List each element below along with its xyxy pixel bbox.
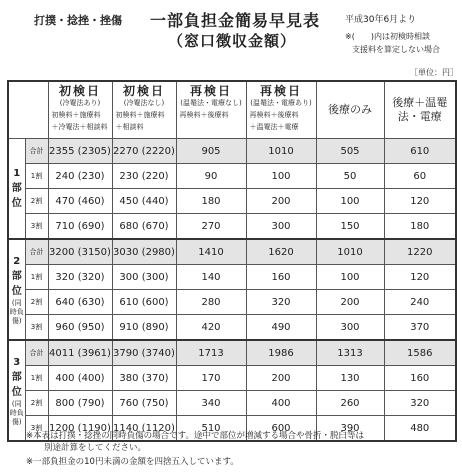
- row-label: 合計: [25, 340, 48, 366]
- fee-cell: 2355 (2305): [48, 139, 112, 164]
- page-title: 一部負担金簡易早見表: [150, 11, 321, 30]
- fee-cell: 710 (690): [48, 214, 112, 240]
- total-row: [8, 239, 456, 265]
- group-label-char: 3: [13, 356, 21, 368]
- row-label: 3割: [25, 315, 48, 341]
- fee-cell: 180: [176, 189, 246, 214]
- fee-cell: 280: [176, 290, 246, 315]
- fee-cell: 370: [384, 315, 456, 341]
- effective-date: 平成30年6月より: [345, 15, 417, 25]
- group-label: [8, 239, 25, 340]
- share-row: [8, 290, 456, 315]
- fee-cell: 300: [246, 214, 316, 240]
- col-header-aftercare-warm: 後療＋温罨法・電療: [384, 81, 456, 139]
- share-row: [8, 214, 456, 240]
- fee-cell: 490: [246, 315, 316, 341]
- group-label-note: (同時負傷): [9, 399, 24, 426]
- fee-cell: 2270 (2220): [112, 139, 176, 164]
- col-header-revisit-warm: 再検日 (温罨法・電療あり) 再検料＋後療料 ＋温罨法＋電療: [246, 81, 316, 139]
- fee-table: [7, 80, 457, 442]
- fee-cell: 160: [384, 366, 456, 391]
- group-label-char: 部: [11, 270, 22, 282]
- group-label-note: (同時負傷): [9, 298, 24, 325]
- fee-cell: 3790 (3740): [112, 340, 176, 366]
- unit-label: ［単位：円］: [410, 68, 458, 77]
- fee-cell: 1410: [176, 239, 246, 265]
- row-label: 3割: [25, 214, 48, 240]
- fee-cell: 240 (230): [48, 164, 112, 189]
- fee-cell: 800 (790): [48, 391, 112, 416]
- fee-cell: 3030 (2980): [112, 239, 176, 265]
- share-row: [8, 315, 456, 341]
- fee-cell: 100: [316, 189, 384, 214]
- category-label: 打撲・捻挫・挫傷: [34, 14, 122, 27]
- fee-cell: 260: [316, 391, 384, 416]
- fee-cell: 200: [246, 366, 316, 391]
- fee-cell: 100: [246, 164, 316, 189]
- page-subtitle: （窓口徴収金額）: [168, 32, 297, 50]
- fee-cell: 400: [246, 391, 316, 416]
- header-row: [8, 81, 456, 139]
- fee-cell: 680 (670): [112, 214, 176, 240]
- fee-cell: 120: [384, 189, 456, 214]
- row-label: 合計: [25, 139, 48, 164]
- fee-cell: 1200 (1190): [48, 416, 112, 442]
- fee-cell: 60: [384, 164, 456, 189]
- fee-cell: 400 (400): [48, 366, 112, 391]
- fee-cell: 1140 (1120): [112, 416, 176, 442]
- group-label: [8, 139, 25, 240]
- total-row: [8, 139, 456, 164]
- fee-cell: 1313: [316, 340, 384, 366]
- fee-cell: 380 (370): [112, 366, 176, 391]
- fee-cell: 480: [384, 416, 456, 442]
- fee-cell: 1713: [176, 340, 246, 366]
- group-label-char: 2: [13, 255, 21, 267]
- group-label-char: 1: [13, 168, 21, 179]
- fee-cell: 170: [176, 366, 246, 391]
- row-label: 合計: [25, 239, 48, 265]
- group-label-char: 部: [11, 183, 22, 194]
- col-header-revisit-nowarm: 再検日 (温罨法・電療なし) 再検料＋後療料: [176, 81, 246, 139]
- total-row: [8, 340, 456, 366]
- fee-cell: 505: [316, 139, 384, 164]
- fee-cell: 600: [246, 416, 316, 442]
- fee-cell: 320: [384, 391, 456, 416]
- row-label: 3割: [25, 416, 48, 442]
- fee-cell: 470 (460): [48, 189, 112, 214]
- row-label: 2割: [25, 391, 48, 416]
- fee-cell: 910 (890): [112, 315, 176, 341]
- fee-cell: 200: [246, 189, 316, 214]
- fee-cell: 1010: [316, 239, 384, 265]
- footnote-1: ※本表は打撲・捻挫の同時負傷の場合です。途中で部位が増減する場合や骨折・脱臼等は: [26, 431, 364, 441]
- row-label: 1割: [25, 366, 48, 391]
- fee-cell: 200: [316, 290, 384, 315]
- fee-cell: 1010: [246, 139, 316, 164]
- fee-cell: 120: [384, 265, 456, 290]
- fee-cell: 1620: [246, 239, 316, 265]
- fee-cell: 510: [176, 416, 246, 442]
- header-corner: [8, 81, 48, 139]
- share-row: [8, 265, 456, 290]
- fee-cell: 140: [176, 265, 246, 290]
- share-row: [8, 391, 456, 416]
- fee-cell: 230 (220): [112, 164, 176, 189]
- fee-cell: 420: [176, 315, 246, 341]
- group-label-char: 部: [11, 371, 22, 383]
- paren-note-line1: ※( )内は初検時相談: [345, 32, 430, 41]
- fee-cell: 610: [384, 139, 456, 164]
- row-label: 2割: [25, 290, 48, 315]
- footnote-3: ※一部負担金の10円未満の金額を四捨五入しています。: [26, 457, 239, 467]
- group-label-char: 位: [11, 386, 22, 398]
- fee-cell: 320 (320): [48, 265, 112, 290]
- fee-cell: 760 (750): [112, 391, 176, 416]
- fee-cell: 450 (440): [112, 189, 176, 214]
- fee-cell: 150: [316, 214, 384, 240]
- fee-cell: 130: [316, 366, 384, 391]
- footnote-2: 別途計算をしてください。: [44, 443, 147, 453]
- row-label: 1割: [25, 164, 48, 189]
- group-label-char: 位: [11, 198, 22, 209]
- col-header-aftercare: 後療のみ: [316, 81, 384, 139]
- col-header-first-visit-cold: 初検日 (冷罨法あり) 初検料＋施療料 ＋冷罨法＋相談料: [48, 81, 112, 139]
- fee-cell: 50: [316, 164, 384, 189]
- share-row: [8, 366, 456, 391]
- group-label-char: 位: [11, 285, 22, 297]
- share-row: [8, 189, 456, 214]
- col-header-first-visit-nocold: 初検日 (冷罨法なし) 初検料＋施療料 ＋相談料: [112, 81, 176, 139]
- fee-cell: 4011 (3961): [48, 340, 112, 366]
- group-label: [8, 340, 25, 441]
- fee-cell: 340: [176, 391, 246, 416]
- fee-cell: 610 (600): [112, 290, 176, 315]
- fee-cell: 100: [316, 265, 384, 290]
- row-label: 2割: [25, 189, 48, 214]
- fee-cell: 1220: [384, 239, 456, 265]
- fee-cell: 300: [316, 315, 384, 341]
- share-row: [8, 164, 456, 189]
- fee-cell: 905: [176, 139, 246, 164]
- fee-cell: 180: [384, 214, 456, 240]
- fee-cell: 3200 (3150): [48, 239, 112, 265]
- fee-cell: 90: [176, 164, 246, 189]
- fee-cell: 1586: [384, 340, 456, 366]
- fee-cell: 300 (300): [112, 265, 176, 290]
- fee-cell: 960 (950): [48, 315, 112, 341]
- fee-cell: 390: [316, 416, 384, 442]
- fee-cell: 240: [384, 290, 456, 315]
- fee-cell: 270: [176, 214, 246, 240]
- paren-note-line2: 支援料を算定しない場合: [352, 45, 440, 54]
- fee-cell: 640 (630): [48, 290, 112, 315]
- fee-cell: 1986: [246, 340, 316, 366]
- fee-cell: 320: [246, 290, 316, 315]
- fee-cell: 160: [246, 265, 316, 290]
- row-label: 1割: [25, 265, 48, 290]
